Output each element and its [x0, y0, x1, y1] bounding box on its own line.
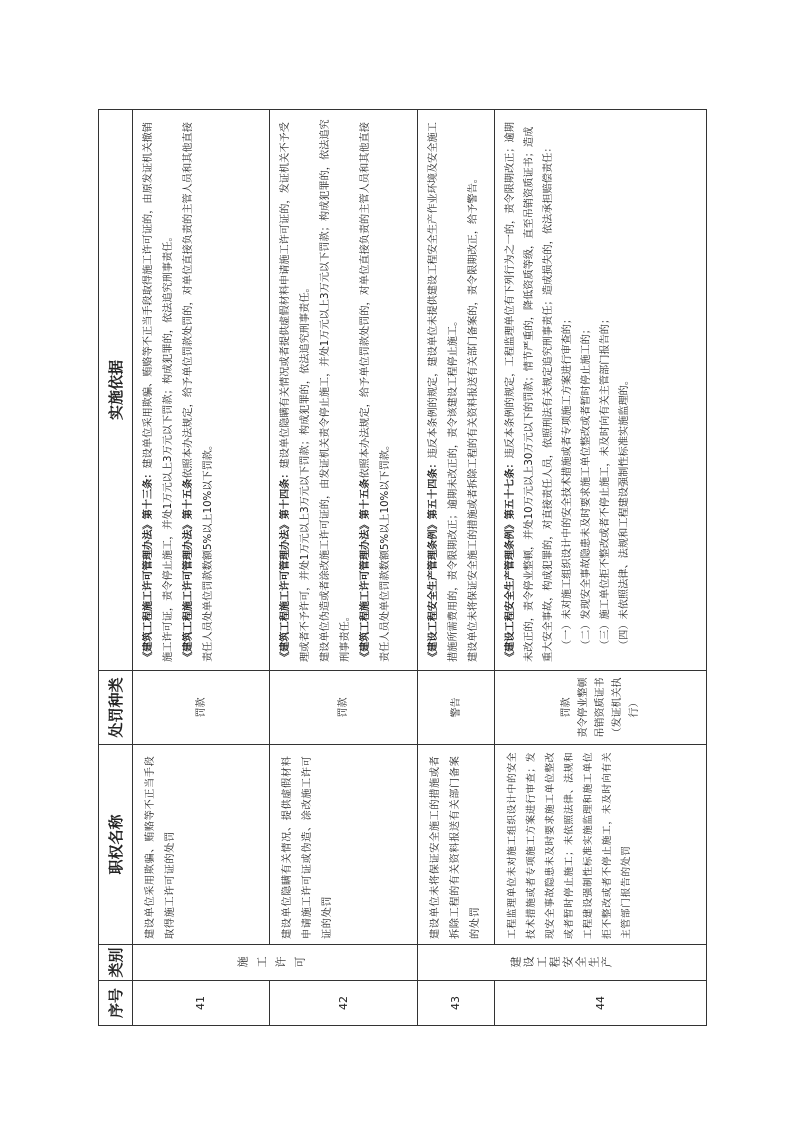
- basis-paragraph: [596, 118, 615, 662]
- category-label: 施工许可: [237, 956, 313, 969]
- penalty-type: 罚款: [270, 671, 418, 745]
- basis-cell: [418, 110, 495, 671]
- basis-cell: [495, 110, 707, 671]
- basis-text: 建设单位采用欺骗、贿赂等不正当手段取得施工许可证的，由原发证机关撤销施工许可证，责令停止施工，并处1万元以上3万元以下罚款；构成犯罪的，依法追究刑事责任。: [143, 122, 174, 662]
- penalty-type: 罚款: [133, 671, 270, 745]
- basis-paragraph: [615, 118, 634, 662]
- basis-paragraph: [179, 118, 219, 662]
- header-row: [99, 110, 133, 1026]
- table-row: [495, 110, 707, 1026]
- basis-text: （一）未对施工组织设计中的安全技术措施或者专项施工方案进行审查的；: [562, 313, 573, 650]
- basis-paragraph: [501, 118, 558, 662]
- basis-paragraph: [356, 118, 396, 662]
- header-no: 序号: [99, 981, 133, 1026]
- law-ref: 《建筑工程施工许可管理办法》第十五条: [183, 478, 194, 662]
- penalty-table: [98, 109, 707, 1026]
- basis-paragraph: [558, 118, 577, 662]
- basis-text: 依照本办法规定，给予单位罚款处罚的，对单位直接负责的主管人员和其他直接责任人员处单位罚款数额5%以上10%以下罚款。: [183, 122, 214, 662]
- basis-text: 违反本条例的规定，工程监理单位有下列行为之一的，责令限期改正；逾期未改正的，责令停业整顿，并处10万元以上30万元以下的罚款；情节严重的，降低资质等级，直至吊销资质证书；造成重大安全事故，构成犯罪的，对直接责任人员，依照刑法有关规定追究刑事责任；造成损失的，依法承担赔偿责任：: [505, 122, 554, 662]
- row-number: 43: [418, 981, 495, 1026]
- row-number: 44: [495, 981, 707, 1026]
- basis-paragraph: [139, 118, 179, 662]
- header-name: 职权名称: [99, 745, 133, 945]
- table-row: [133, 110, 270, 1026]
- penalty-type: 警告: [418, 671, 495, 745]
- basis-text: 建设单位未将保证安全施工的措施或者拆除工程的有关资料报送有关部门备案的，责令限期改正，给予警告。: [468, 173, 479, 662]
- law-ref: 《建筑工程施工许可管理办法》第十三条：: [143, 468, 154, 662]
- table-row: [418, 110, 495, 1026]
- basis-paragraph: [464, 118, 484, 662]
- row-number: 42: [270, 981, 418, 1026]
- basis-text: （四）未依照法律、法规和工程建设强制性标准实施监理的。: [619, 374, 630, 650]
- basis-text: 建设单位隐瞒有关情况或者提供虚假材料申请施工许可证的，发证机关不予受理或者不予许可，并处1万元以上3万元以下罚款；构成犯罪的，依法追究刑事责任。: [280, 122, 311, 662]
- basis-text: 建设单位伪造或者涂改施工许可证的，由发证机关责令停止施工，并处1万元以上3万元以下罚款；构成犯罪的，依法追究刑事责任。: [320, 119, 351, 662]
- basis-text: （二）发现安全事故隐患未及时要求施工单位整改或者暂时停止施工的；: [581, 324, 592, 650]
- basis-text: （三）施工单位拒不整改或者不停止施工，未及时向有关主管部门报告的；: [600, 313, 611, 650]
- table-row: [270, 110, 418, 1026]
- power-name: 建设单位隐瞒有关情况、提供虚假材料申请施工许可证或伪造、涂改施工许可证的处罚: [270, 745, 418, 945]
- power-name: 建设单位采用欺骗、贿赂等不正当手段取得施工许可证的处罚: [133, 745, 270, 945]
- law-ref: 《建筑工程施工许可管理办法》第十四条：: [280, 468, 291, 662]
- basis-paragraph: [276, 118, 316, 662]
- law-ref: 《建设工程安全生产管理条例》第五十七条：: [505, 458, 516, 662]
- header-category: 类别: [99, 945, 133, 981]
- header-type: 处罚种类: [99, 671, 133, 745]
- penalty-type: 罚款 责令停业整顿 吊销资质证书 （发证机关执行）: [495, 671, 707, 745]
- law-ref: 《建筑工程施工许可管理办法》第十五条: [360, 478, 371, 662]
- power-name: 建设单位未将保证安全施工的措施或者拆除工程的有关资料报送有关部门备案的处罚: [418, 745, 495, 945]
- basis-paragraph: [424, 118, 464, 662]
- category-cell: [133, 945, 418, 981]
- header-basis: 实施依据: [99, 110, 133, 671]
- basis-cell: [270, 110, 418, 671]
- basis-paragraph: [316, 118, 356, 662]
- basis-paragraph: [577, 118, 596, 662]
- basis-text: 依照本办法规定，给予单位罚款处罚的，对单位直接负责的主管人员和其他直接责任人员处单位罚款数额5%以上10%以下罚款。: [360, 122, 391, 662]
- row-number: 41: [133, 981, 270, 1026]
- basis-text: 违反本条例的规定，建设单位未提供建设工程安全生产作业环境及安全施工措施所需费用的，责令限期改正；逾期未改正的，责令该建设工程停止施工。: [428, 122, 459, 662]
- category-cell: [418, 945, 707, 981]
- basis-cell: [133, 110, 270, 671]
- category-label: 建设工程安全生产: [510, 956, 614, 969]
- power-name: 工程监理单位未对施工组织设计中的安全技术措施或者专项施工方案进行审查；发现安全事故隐患未及时要求施工单位整改或者暂时停止施工；未依照法律、法规和工程建设强制性标准实施监理和施工单位拒不整改或者不停止施工，未及时向有关主管部门报告的处罚: [495, 745, 707, 945]
- law-ref: 《建设工程安全生产管理条例》第五十四条：: [428, 458, 439, 662]
- rotated-page: [98, 110, 706, 1026]
